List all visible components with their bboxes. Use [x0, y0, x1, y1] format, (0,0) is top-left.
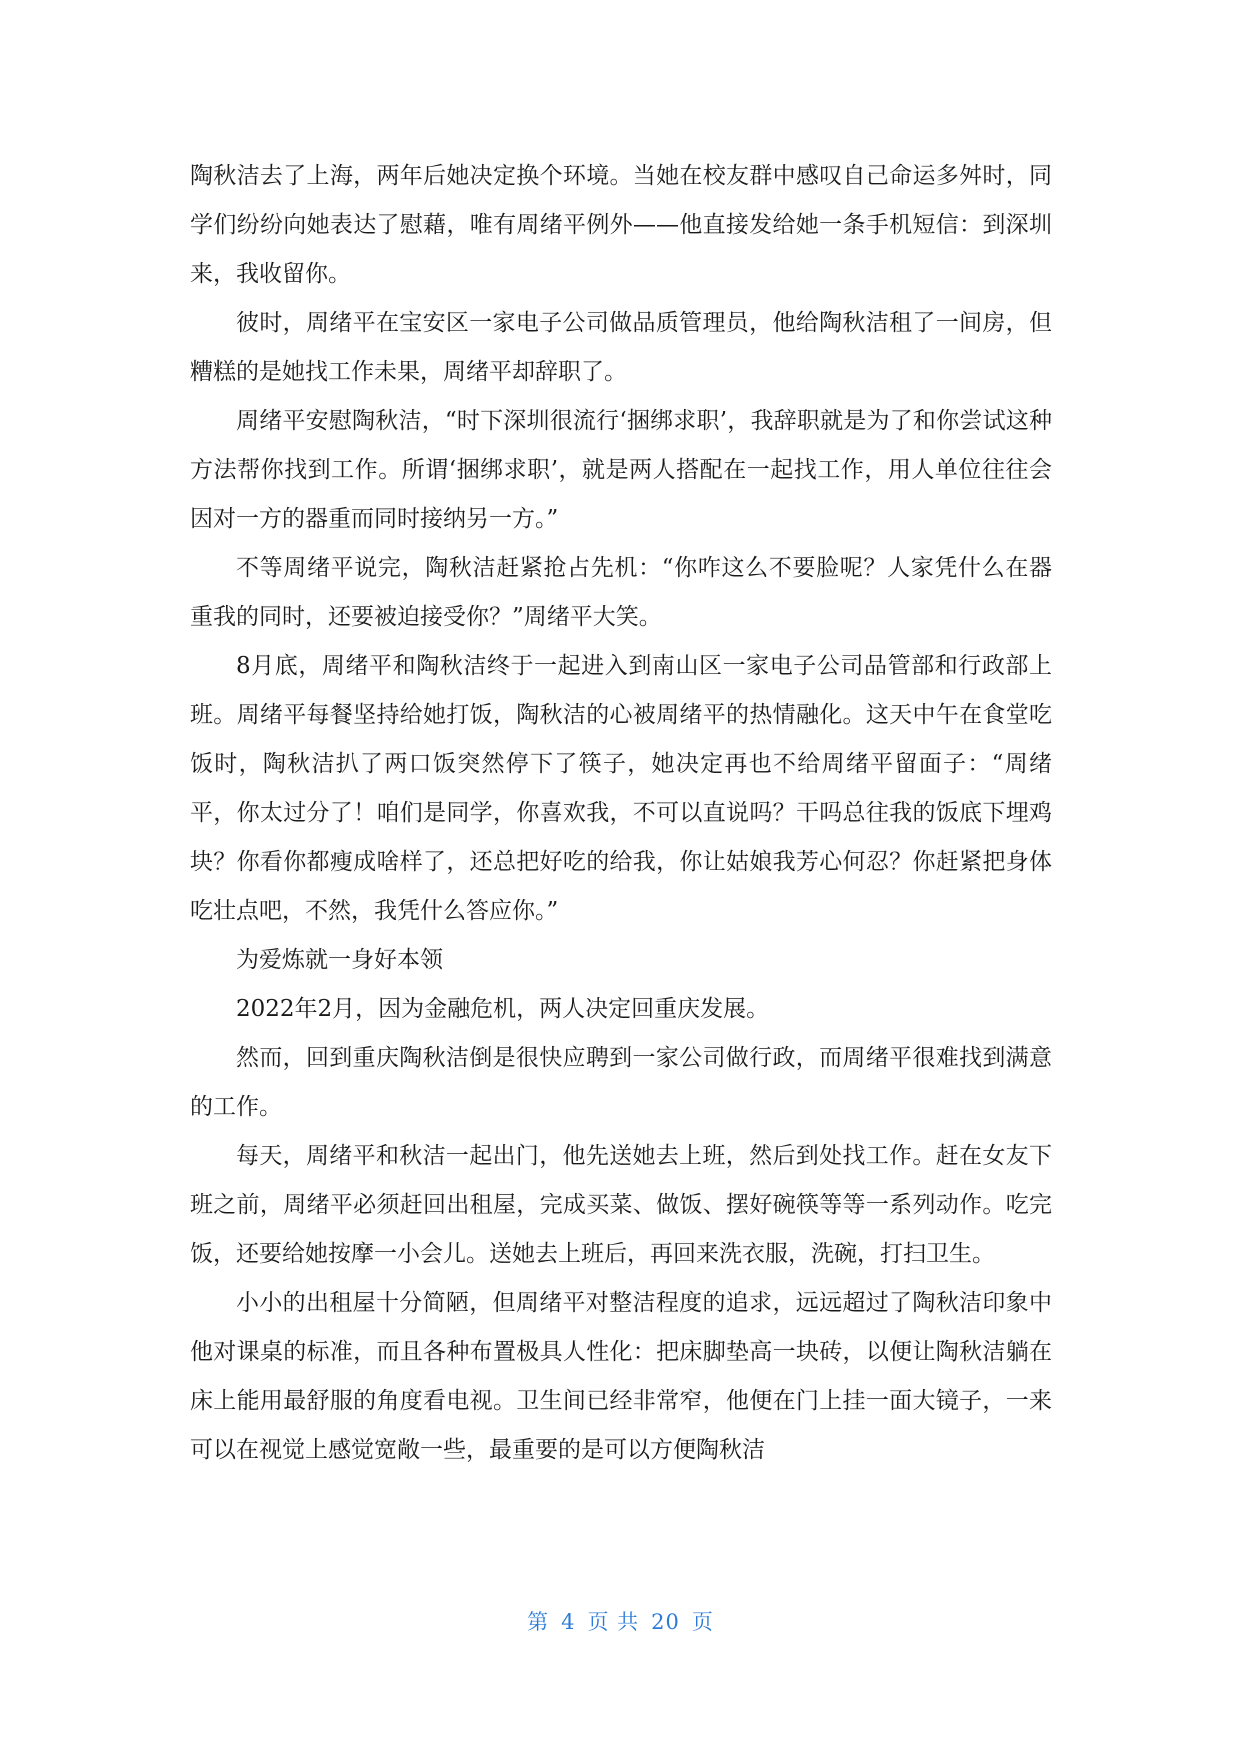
paragraph-7: 2022年2月，因为金融危机，两人决定回重庆发展。 — [236, 996, 770, 1022]
paragraph-10: 小小的出租屋十分简陋，但周绪平对整洁程度的追求，远远超过了陶秋洁印象中他对课桌的标准，而且各种布置极具人性化：把床脚垫高一块砖，以便让陶秋洁躺在床上能用最舒服的角度看电视。卫生间已经非常窄，他便在门上挂一面大镜子，一来可以在视觉上感觉宽敞一些，最重要的是可以方便陶秋洁 — [190, 1290, 1052, 1463]
paragraph-3: 周绪平安慰陶秋洁，“时下深圳很流行‘捆绑求职’，我辞职就是为了和你尝试这种方法帮你找到工作。所谓‘捆绑求职’，就是两人搭配在一起找工作，用人单位往往会因对一方的器重而同时接纳另一方。” — [190, 408, 1052, 532]
paragraph-1: 陶秋洁去了上海，两年后她决定换个环境。当她在校友群中感叹自己命运多舛时，同学们纷纷向她表达了慰藉，唯有周绪平例外——他直接发给她一条手机短信：到深圳来，我收留你。 — [190, 163, 1052, 287]
footer-total-pages: 20 — [651, 1610, 680, 1634]
paragraph-2: 彼时，周绪平在宝安区一家电子公司做品质管理员，他给陶秋洁租了一间房，但糟糕的是她找工作未果，周绪平却辞职了。 — [190, 310, 1052, 385]
page-footer — [0, 1606, 1241, 1636]
footer-suffix: 页 — [691, 1610, 714, 1634]
section-heading: 为爱炼就一身好本领 — [236, 947, 443, 973]
footer-middle: 页 共 — [587, 1610, 640, 1634]
paragraph-4: 不等周绪平说完，陶秋洁赶紧抢占先机：“你咋这么不要脸呢？人家凭什么在器重我的同时，还要被迫接受你？”周绪平大笑。 — [190, 555, 1052, 630]
footer-page-number: 4 — [561, 1610, 576, 1634]
paragraph-9: 每天，周绪平和秋洁一起出门，他先送她去上班，然后到处找工作。赶在女友下班之前，周绪平必须赶回出租屋，完成买菜、做饭、摆好碗筷等等一系列动作。吃完饭，还要给她按摩一小会儿。送她去上班后，再回来洗衣服，洗碗，打扫卫生。 — [190, 1143, 1052, 1267]
footer-prefix: 第 — [527, 1610, 550, 1634]
paragraph-5: 8月底，周绪平和陶秋洁终于一起进入到南山区一家电子公司品管部和行政部上班。周绪平每餐坚持给她打饭，陶秋洁的心被周绪平的热情融化。这天中午在食堂吃饭时，陶秋洁扒了两口饭突然停下了筷子，她决定再也不给周绪平留面子：“周绪平，你太过分了！咱们是同学，你喜欢我，不可以直说吗？干吗总往我的饭底下埋鸡块？你看你都瘦成啥样了，还总把好吃的给我，你让姑娘我芳心何忍？你赶紧把身体吃壮点吧，不然，我凭什么答应你。” — [190, 653, 1052, 924]
body-text — [190, 152, 1052, 1475]
paragraph-8: 然而，回到重庆陶秋洁倒是很快应聘到一家公司做行政，而周绪平很难找到满意的工作。 — [190, 1045, 1052, 1120]
